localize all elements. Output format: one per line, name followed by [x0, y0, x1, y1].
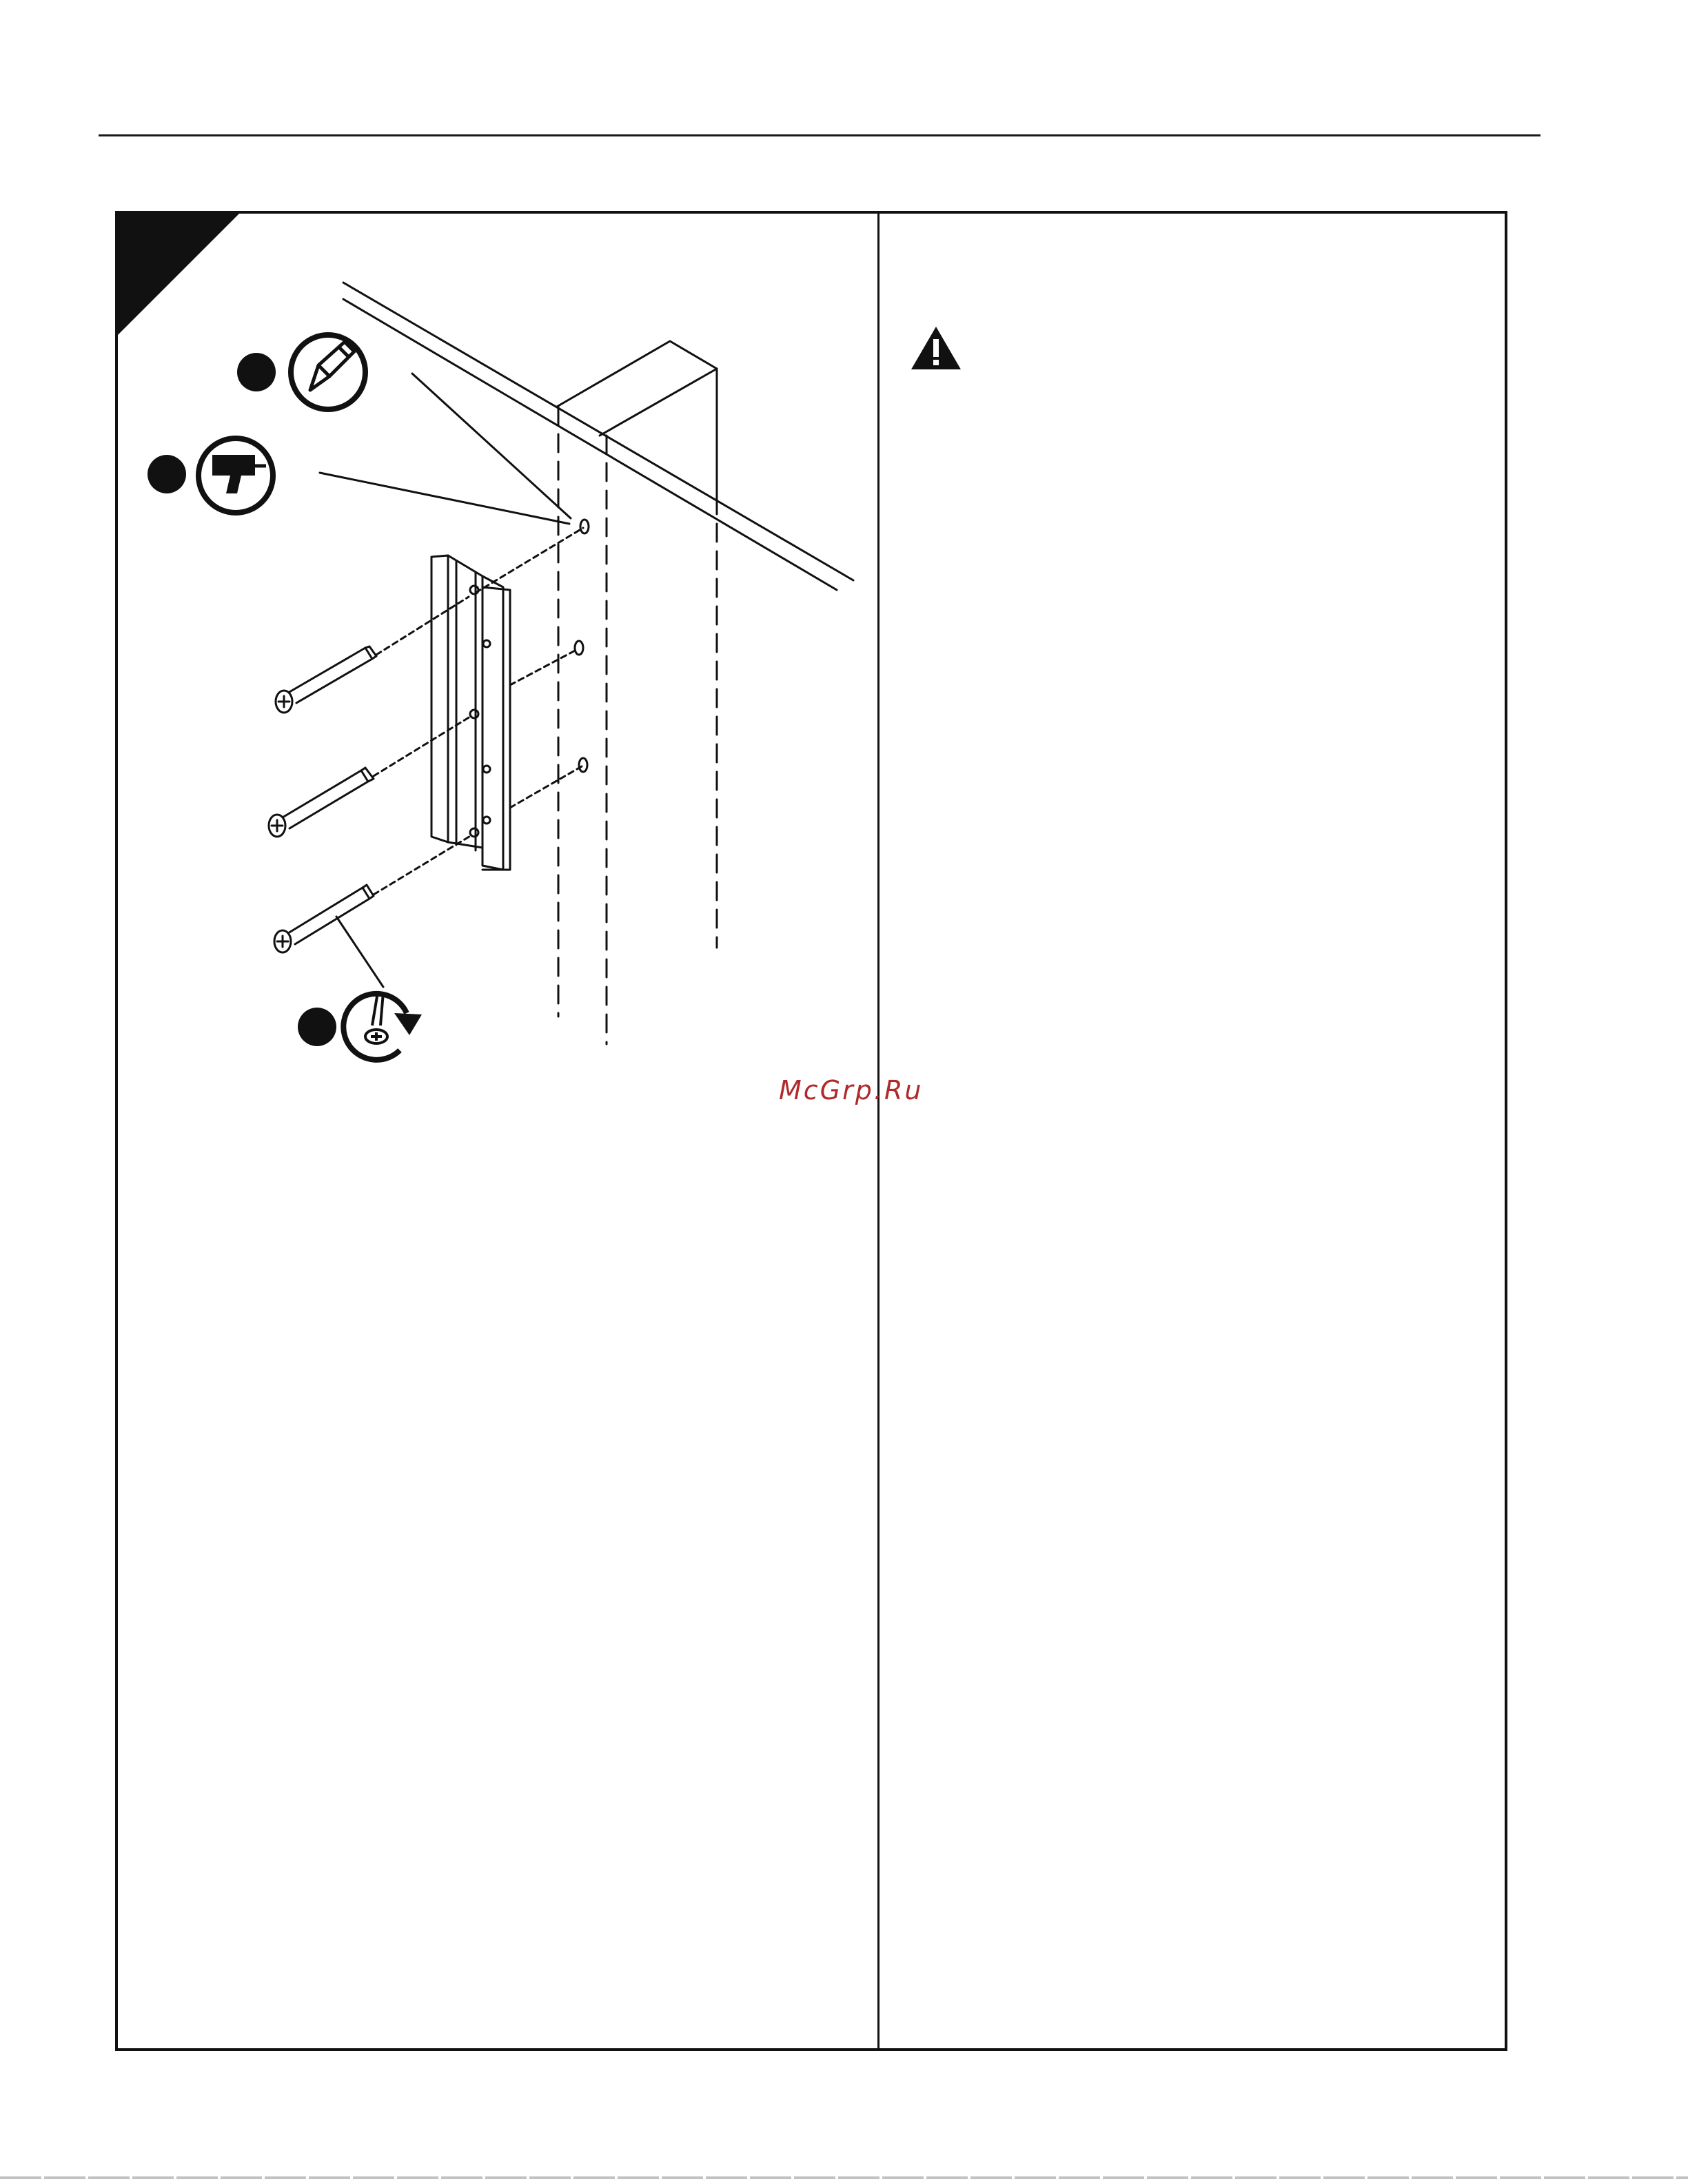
mark-step — [237, 335, 365, 409]
watermark-text: McGrp.Ru — [779, 1075, 924, 1105]
pencil-icon — [291, 335, 365, 409]
screw — [274, 835, 471, 952]
ceiling-edge-line-2 — [343, 299, 837, 590]
pilot-hole — [579, 758, 587, 772]
ceiling-edge-line — [343, 283, 853, 580]
step-bullet — [298, 1008, 336, 1046]
drill-leader — [320, 473, 569, 524]
drill-step — [148, 438, 273, 513]
screw — [269, 717, 470, 837]
screwdriver-step — [298, 992, 422, 1060]
scan-edge-strip — [0, 2176, 1688, 2179]
step-bullet — [237, 353, 276, 391]
step-bullet — [148, 455, 186, 493]
screw — [276, 597, 469, 713]
wall-bracket — [431, 555, 510, 870]
warning-triangle-icon — [910, 325, 962, 371]
pilot-hole — [580, 520, 589, 533]
screw-leader — [336, 917, 383, 987]
pilot-hole — [575, 641, 583, 655]
